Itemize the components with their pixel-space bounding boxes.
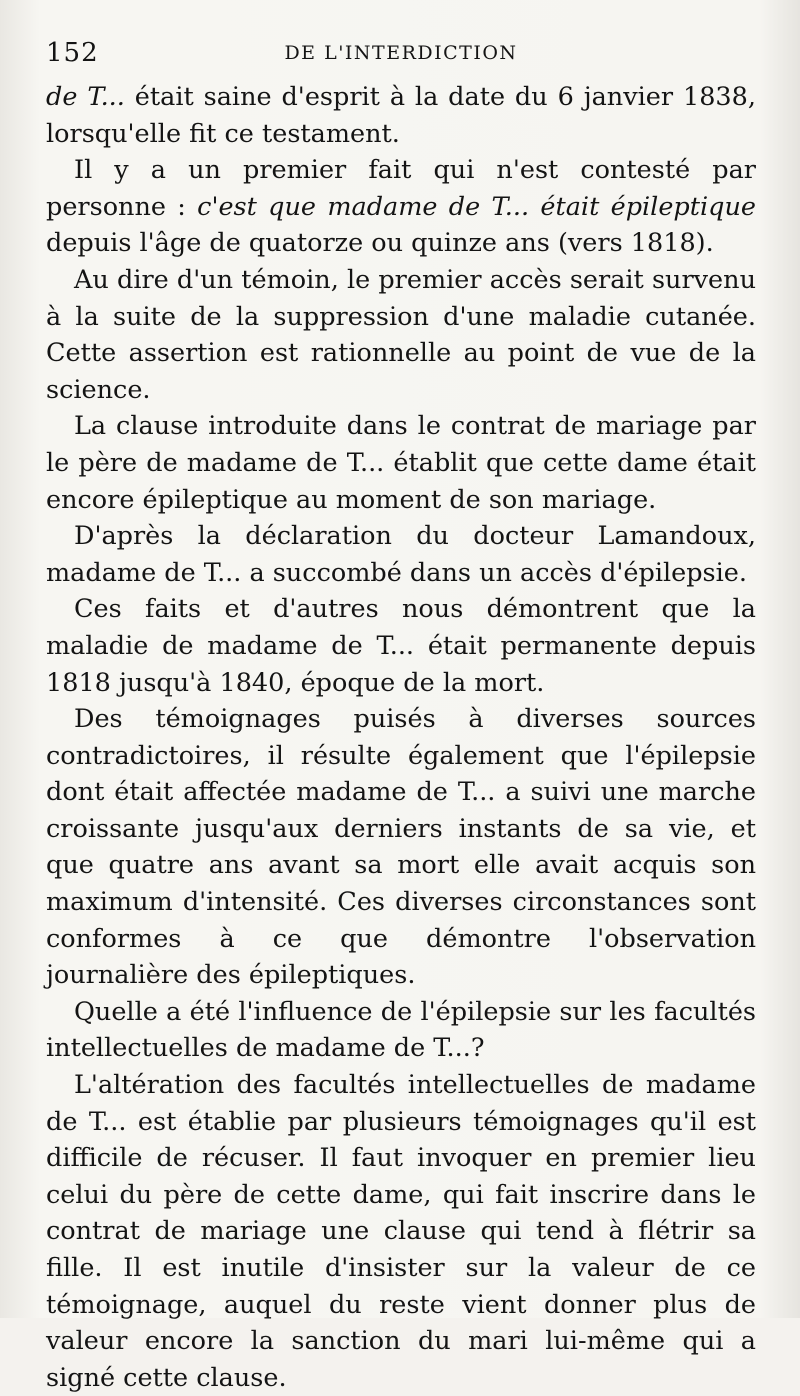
paragraph	[46, 701, 756, 994]
text-run: Ces faits et d'autres nous démontrent que la maladie de madame de T... était permanente depuis 1818 jusqu'à 1840, époque de la mort.	[46, 594, 756, 698]
paragraph	[46, 591, 756, 701]
paragraph	[46, 262, 756, 408]
paragraph	[46, 408, 756, 518]
text-run: Il y a un premier fait qui n'est contesté par personne :	[46, 155, 756, 222]
italic-text-run: de T...	[46, 82, 125, 112]
text-run: depuis l'âge de quatorze ou quinze ans (vers 1818).	[46, 228, 714, 259]
running-head: DE L'INTERDICTION	[284, 42, 518, 64]
text-run: Au dire d'un témoin, le premier accès serait survenu à la suite de la suppression d'une maladie cutanée. Cette assertion est rationnelle au point de vue de la science.	[46, 264, 756, 405]
text-run: était saine d'esprit à la date du 6 janvier 1838, lorsqu'elle fit ce testament.	[46, 82, 756, 149]
italic-text-run: c'est que madame de T... était épileptique	[197, 191, 756, 222]
paragraph	[46, 79, 756, 152]
paragraph	[46, 994, 756, 1067]
body-text	[46, 79, 756, 1396]
paragraph	[46, 152, 756, 262]
paragraph	[46, 1067, 756, 1396]
paragraph	[46, 518, 756, 591]
text-run: Des témoignages puisés à diverses sources contradictoires, il résulte également que l'épilepsie dont était affectée madame de T... a suivi une marche croissante jusqu'aux derniers instants de sa vie, et que quatre ans avant sa mort elle avait acquis son maximum d'intensité. Ces diverses circonstances sont conformes à ce que démontre l'observation journalière des épileptiques.	[46, 704, 756, 991]
text-run: La clause introduite dans le contrat de mariage par le père de madame de T... établit que cette dame était encore épileptique au moment de son mariage.	[46, 411, 756, 515]
page-header	[46, 38, 756, 68]
text-run: D'après la déclaration du docteur Lamandoux, madame de T... a succombé dans un accès d'épilepsie.	[46, 521, 756, 588]
text-run: Quelle a été l'influence de l'épilepsie sur les facultés intellectuelles de madame de T...?	[46, 996, 756, 1064]
text-run: L'altération des facultés intellectuelles de madame de T... est établie par plusieurs témoignages qu'il est difficile de récuser. Il faut invoquer en premier lieu celui du père de cette dame, qui fait inscrire dans le contrat de mariage une clause qui tend à flétrir sa fille. Il est inutile d'insister sur la valeur de ce témoignage, auquel du reste vient donner plus de valeur encore la sanction du mari lui-même qui a signé cette clause.	[46, 1070, 756, 1393]
page-number: 152	[46, 38, 99, 68]
